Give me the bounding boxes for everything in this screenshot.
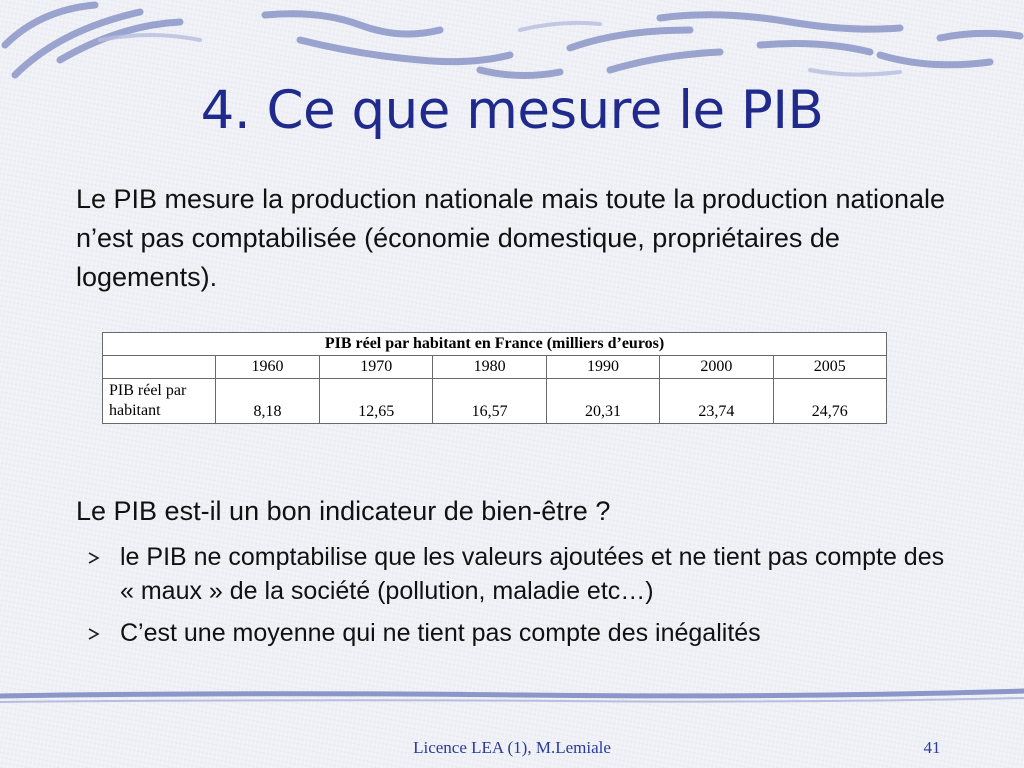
slide-title: 4. Ce que mesure le PIB [200, 80, 824, 141]
question-heading: Le PIB est-il un bon indicateur de bien-être ? [76, 496, 611, 526]
bullet-text: C’est une moyenne qui ne tient pas compte des inégalités [120, 619, 761, 647]
table-row [103, 379, 887, 424]
bottom-line-decoration [0, 686, 1024, 710]
bullet-list [88, 540, 948, 658]
empty-header-cell [103, 356, 216, 379]
value-cell: 8,18 [216, 379, 320, 424]
list-item [88, 616, 948, 650]
row-label: PIB réel par habitant [103, 379, 216, 424]
list-item [88, 540, 948, 608]
value-cell: 24,76 [773, 379, 886, 424]
year-cell: 1980 [433, 356, 546, 379]
table-caption-row [103, 333, 887, 356]
top-swirl-decoration [0, 0, 1024, 90]
intro-paragraph: Le PIB mesure la production nationale mais toute la production nationale n’est pas comptabilisée (économie domestique, propriétaires de logements). [76, 184, 946, 292]
arrow-bullet-icon [88, 552, 100, 564]
arrow-bullet-icon [88, 628, 100, 640]
value-cell: 12,65 [320, 379, 433, 424]
pib-table [102, 332, 887, 424]
value-cell: 20,31 [546, 379, 659, 424]
year-cell: 1960 [216, 356, 320, 379]
page-number: 41 [923, 738, 941, 757]
year-cell: 1970 [320, 356, 433, 379]
value-cell: 23,74 [660, 379, 773, 424]
value-cell: 16,57 [433, 379, 546, 424]
table-caption: PIB réel par habitant en France (milliers d’euros) [103, 333, 887, 356]
year-cell: 1990 [546, 356, 659, 379]
year-cell: 2005 [773, 356, 886, 379]
footer-credit: Licence LEA (1), M.Lemiale [413, 738, 611, 757]
table-header-row [103, 356, 887, 379]
bullet-text: le PIB ne comptabilise que les valeurs ajoutées et ne tient pas compte des « maux » de la société (pollution, maladie etc…) [120, 543, 945, 605]
year-cell: 2000 [660, 356, 773, 379]
